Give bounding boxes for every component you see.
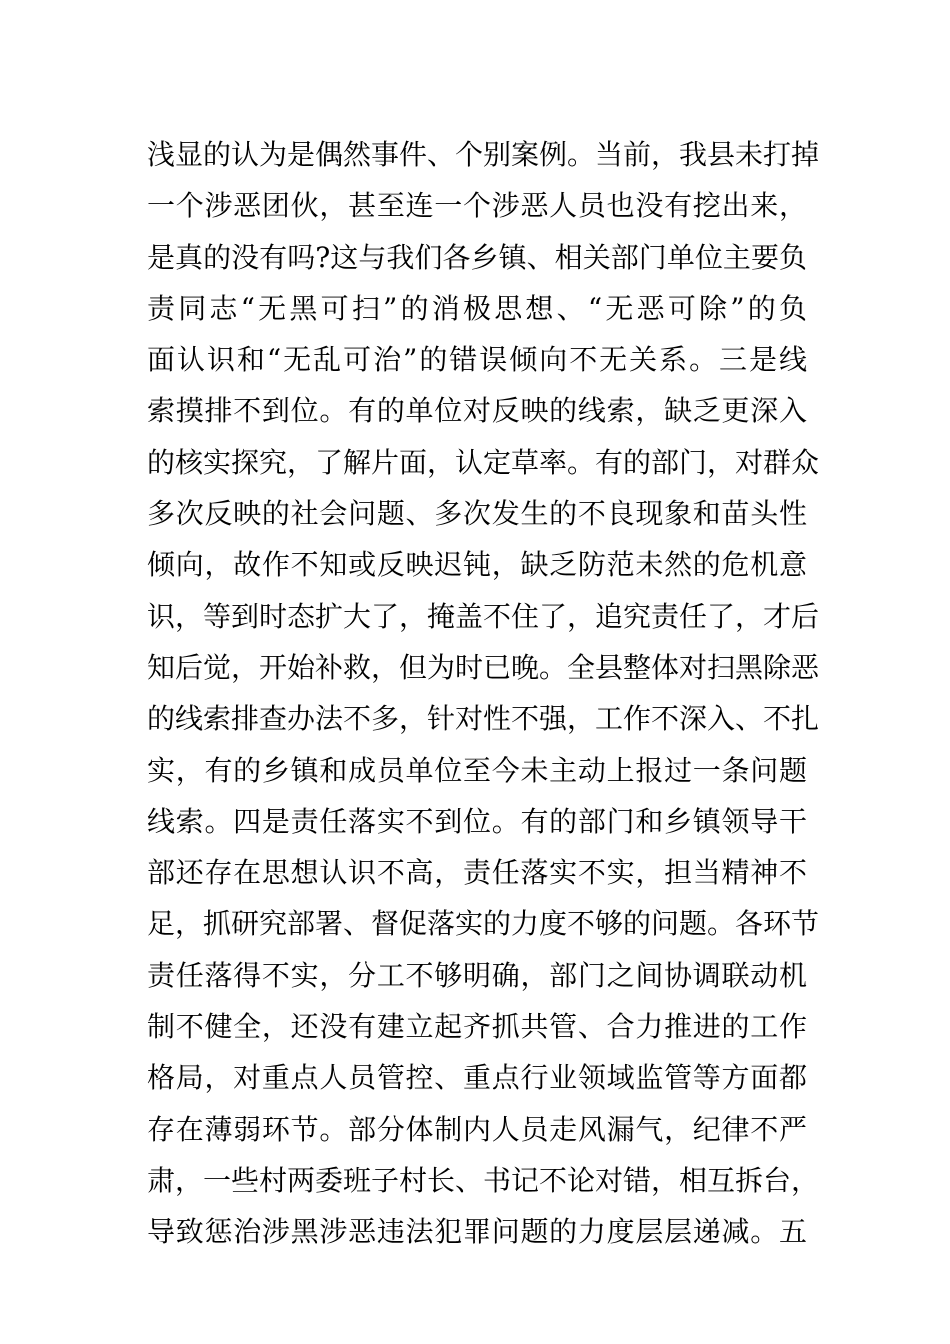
text-line: 倾向，故作不知或反映迟钝，缺乏防范未然的危机意 xyxy=(147,548,807,582)
text-line: 责任落得不实，分工不够明确，部门之间协调联动机 xyxy=(147,958,807,992)
text-line: 线索。四是责任落实不到位。有的部门和乡镇领导干 xyxy=(147,804,807,838)
text-line: 多次反映的社会问题、多次发生的不良现象和苗头性 xyxy=(147,497,807,531)
text-line: 部还存在思想认识不高，责任落实不实，担当精神不 xyxy=(147,856,807,890)
text-line: 导致惩治涉黑涉恶违法犯罪问题的力度层层递减。五 xyxy=(147,1215,807,1249)
body-paragraph xyxy=(147,129,820,1258)
text-line: 的核实探究，了解片面，认定草率。有的部门，对群众 xyxy=(147,445,820,479)
text-line: 识，等到时态扩大了，掩盖不住了，追究责任了，才后 xyxy=(147,599,820,633)
text-line: 一个涉恶团伙，甚至连一个涉恶人员也没有挖出来， xyxy=(147,189,807,223)
text-line: 存在薄弱环节。部分体制内人员走风漏气，纪律不严 xyxy=(147,1112,807,1146)
text-line: 格局，对重点人员管控、重点行业领域监管等方面都 xyxy=(147,1061,807,1095)
text-line: 的线索排查办法不多，针对性不强，工作不深入、不扎 xyxy=(147,702,820,736)
text-line: 制不健全，还没有建立起齐抓共管、合力推进的工作 xyxy=(147,1010,807,1044)
text-line: 足，抓研究部署、督促落实的力度不够的问题。各环节 xyxy=(147,907,820,941)
text-line: 责同志“无黑可扫”的消极思想、“无恶可除”的负 xyxy=(147,291,807,325)
text-line: 索摸排不到位。有的单位对反映的线索，缺乏更深入 xyxy=(147,394,807,428)
text-line: 肃，一些村两委班子村长、书记不论对错，相互拆台， xyxy=(147,1163,820,1197)
text-line: 浅显的认为是偶然事件、个别案例。当前，我县未打掉 xyxy=(147,138,820,171)
text-line: 是真的没有吗?这与我们各乡镇、相关部门单位主要负 xyxy=(147,240,807,274)
text-line: 实，有的乡镇和成员单位至今未主动上报过一条问题 xyxy=(147,753,807,787)
text-line: 知后觉，开始补救，但为时已晚。全县整体对扫黑除恶 xyxy=(147,650,820,684)
text-line: 面认识和“无乱可治”的错误倾向不无关系。三是线 xyxy=(147,343,807,377)
